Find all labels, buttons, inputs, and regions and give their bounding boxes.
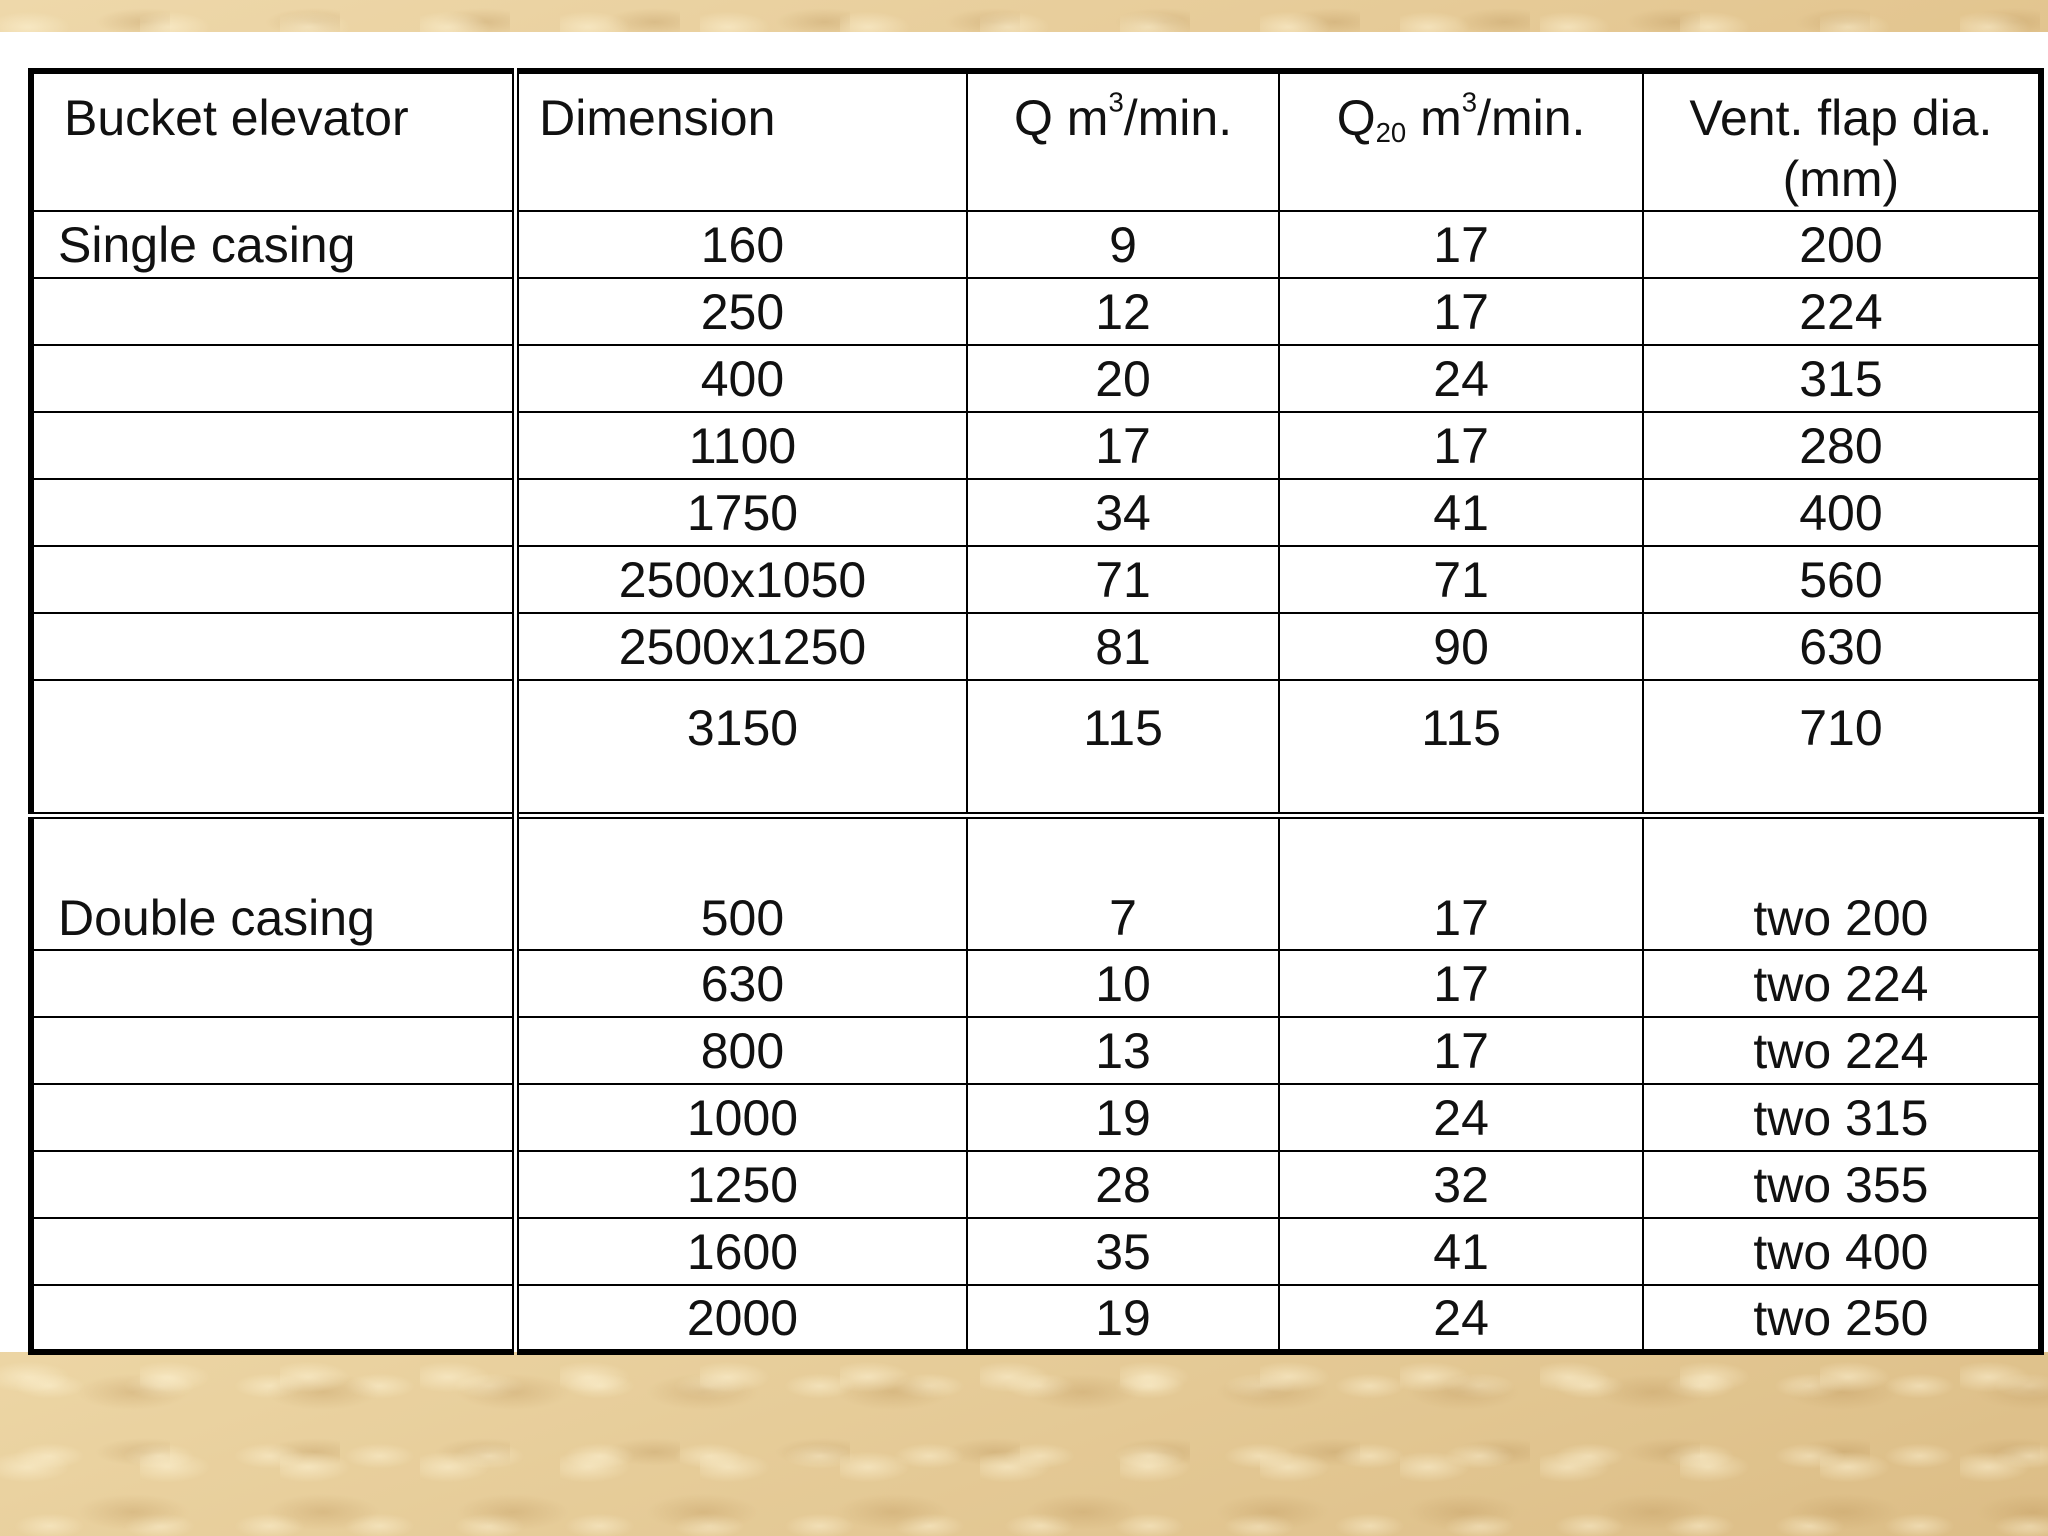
cell-q20: 17 [1279,211,1643,278]
cell-vent-flap: 400 [1643,479,2041,546]
table-row [31,1084,2041,1151]
group-label-empty [31,1084,516,1151]
table-row [31,1017,2041,1084]
cell-q20: 41 [1279,479,1643,546]
cell-q20: 24 [1279,345,1643,412]
table-row [31,278,2041,345]
cell-q20: 24 [1279,1084,1643,1151]
header-vent-flap-dia: Vent. flap dia. (mm) [1643,71,2041,211]
cell-q20: 17 [1279,278,1643,345]
group-label-empty [31,1017,516,1084]
cell-q: 12 [967,278,1280,345]
cell-q20: 17 [1279,815,1643,950]
header-q: Q $m^3/\min$. [967,71,1280,211]
table-row [31,815,2041,950]
cell-q: 28 [967,1151,1280,1218]
table-row [31,950,2041,1017]
ventilation-table [28,68,2044,1355]
header-dimension: Dimension [516,71,967,211]
table-row [31,479,2041,546]
cell-vent-flap: two 200 [1643,815,2041,950]
cell-q: 20 [967,345,1280,412]
cell-dimension: 2500x1050 [516,546,967,613]
cell-dimension: 800 [516,1017,967,1084]
cell-q20: 41 [1279,1218,1643,1285]
table-row [31,680,2041,815]
group-label-empty [31,479,516,546]
cell-dimension: 3150 [516,680,967,815]
table-row [31,211,2041,278]
cell-dimension: 2500x1250 [516,613,967,680]
group-label-empty [31,680,516,815]
cell-q20: 71 [1279,546,1643,613]
cell-dimension: 2000 [516,1285,967,1352]
header-bucket-elevator: Bucket elevator [31,71,516,211]
table-row [31,1151,2041,1218]
cell-q: 10 [967,950,1280,1017]
cell-q: 17 [967,412,1280,479]
table-panel [0,32,2048,1352]
cell-vent-flap: two 355 [1643,1151,2041,1218]
group-label-empty [31,1218,516,1285]
group-label-empty [31,345,516,412]
cell-vent-flap: 280 [1643,412,2041,479]
group-label-empty [31,546,516,613]
cell-dimension: 1100 [516,412,967,479]
cell-q: 9 [967,211,1280,278]
cell-vent-flap: two 315 [1643,1084,2041,1151]
cell-q: 115 [967,680,1280,815]
table-row [31,412,2041,479]
header-row [31,71,2041,211]
cell-q: 19 [967,1285,1280,1352]
group-label: Double casing [31,815,516,950]
cell-dimension: 250 [516,278,967,345]
cell-dimension: 1250 [516,1151,967,1218]
cell-dimension: 630 [516,950,967,1017]
group-label-empty [31,950,516,1017]
cell-vent-flap: two 400 [1643,1218,2041,1285]
cell-q20: 32 [1279,1151,1643,1218]
cell-q20: 17 [1279,950,1643,1017]
cell-vent-flap: 224 [1643,278,2041,345]
group-label-empty [31,278,516,345]
cell-q: 71 [967,546,1280,613]
group-label: Single casing [31,211,516,278]
cell-vent-flap: two 224 [1643,1017,2041,1084]
cell-q: 34 [967,479,1280,546]
cell-vent-flap: two 250 [1643,1285,2041,1352]
cell-dimension: 500 [516,815,967,950]
cell-dimension: 1000 [516,1084,967,1151]
group-label-empty [31,412,516,479]
cell-vent-flap: 315 [1643,345,2041,412]
cell-q20: 90 [1279,613,1643,680]
cell-vent-flap: 710 [1643,680,2041,815]
header-q20: $Q_{20}$ $m^3/\min$. [1279,71,1643,211]
cell-dimension: 160 [516,211,967,278]
cell-q20: 24 [1279,1285,1643,1352]
cell-q20: 115 [1279,680,1643,815]
cell-vent-flap: 200 [1643,211,2041,278]
cell-dimension: 400 [516,345,967,412]
cell-vent-flap: two 224 [1643,950,2041,1017]
table-row [31,345,2041,412]
group-label-empty [31,1151,516,1218]
cell-dimension: 1750 [516,479,967,546]
table-row [31,1218,2041,1285]
cell-q20: 17 [1279,412,1643,479]
cell-vent-flap: 560 [1643,546,2041,613]
cell-vent-flap: 630 [1643,613,2041,680]
cell-q: 81 [967,613,1280,680]
table-row [31,546,2041,613]
cell-q: 19 [967,1084,1280,1151]
cell-q: 13 [967,1017,1280,1084]
group-label-empty [31,1285,516,1352]
table-row [31,1285,2041,1352]
cell-q: 7 [967,815,1280,950]
table-row [31,613,2041,680]
cell-q: 35 [967,1218,1280,1285]
group-label-empty [31,613,516,680]
cell-q20: 17 [1279,1017,1643,1084]
cell-dimension: 1600 [516,1218,967,1285]
